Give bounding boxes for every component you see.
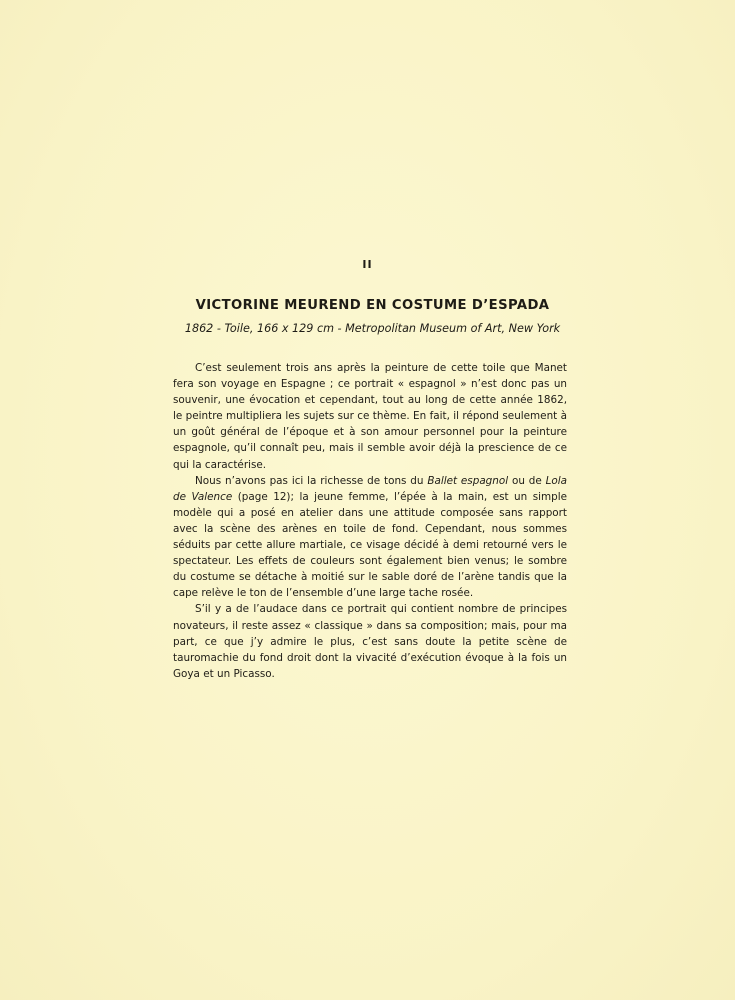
- paragraph-2-text-c: ou de: [508, 474, 546, 487]
- artwork-title-lola-de-valence: Lola de Valence: [173, 474, 567, 503]
- artwork-title-ballet-espagnol: Ballet espagnol: [427, 474, 509, 487]
- paragraph-2: [173, 473, 567, 602]
- paragraph-2-text-e: (page 12); la jeune femme, l’épée à la main, est un simple modèle qui a posé en atelier dans une attitude composée sans rapport avec la scène des arènes en toile de fond. Cependant, nous sommes séduits par cette allure martiale, ce visage décidé à demi retourné vers le spectateur. Les effets de couleurs sont également bien venus; le sombre du costume se détache à moitié sur le sable doré de l’arène tandis que la cape relève le ton de l’ensemble d’une large tache rosée.: [173, 490, 567, 600]
- section-number: II: [362, 258, 373, 271]
- paragraph-1: C’est seulement trois ans après la peinture de cette toile que Manet fera son voyage en Espagne ; ce portrait « espagnol » n’est donc pas un souvenir, une évocation et cependant, tout au long de cette année 1862, le peintre multipliera les sujets sur ce thème. En fait, il répond seulement à un goût général de l’époque et à son amour personnel pour la peinture espagnole, qu’il connaît peu, mais il semble avoir déjà la prescience de ce qui la caractérise.: [173, 362, 567, 471]
- page-title: VICTORINE MEUREND EN COSTUME D’ESPADA: [195, 298, 550, 313]
- paragraph-3: S’il y a de l’audace dans ce portrait qui contient nombre de principes novateurs, il reste assez « classique » dans sa composition; mais, pour ma part, ce que j’y admire le plus, c’est sans doute la petite scène de tauromachie du fond droit dont la vivacité d’exécution évoque à la fois un Goya et un Picasso.: [173, 603, 567, 680]
- artwork-caption: 1862 - Toile, 166 x 129 cm - Metropolitan Museum of Art, New York: [184, 322, 561, 335]
- body-text: [173, 360, 567, 682]
- paragraph-2-text-a: Nous n’avons pas ici la richesse de tons du: [195, 474, 428, 487]
